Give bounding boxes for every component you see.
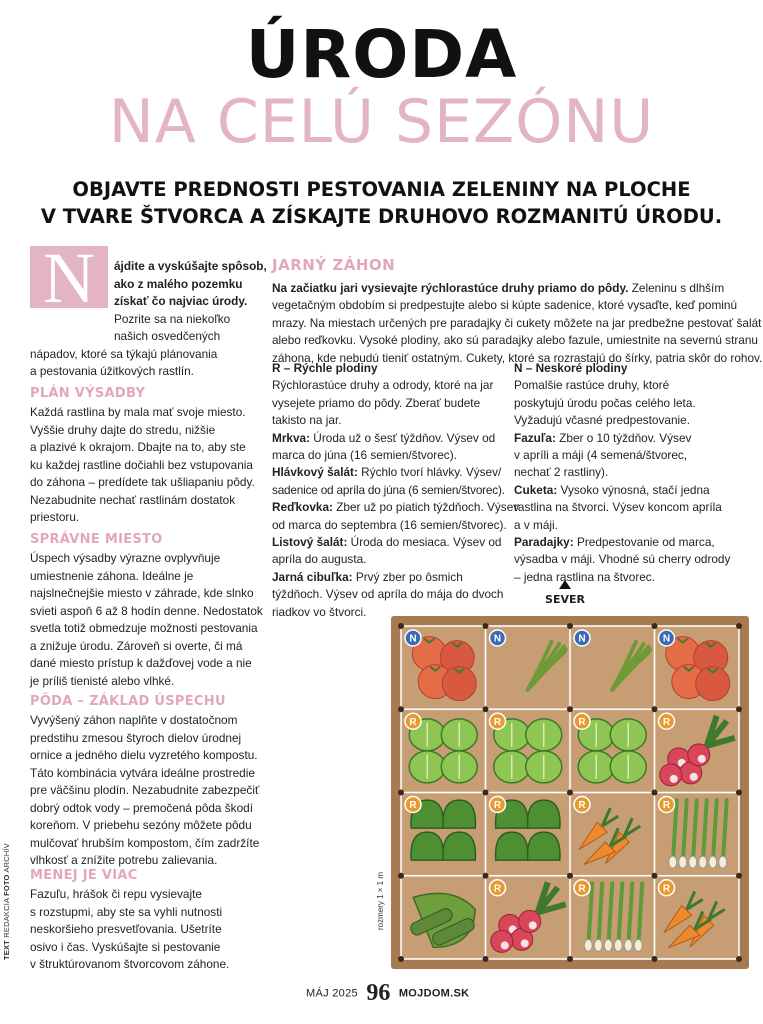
section-heading: SPRÁVNE MIESTO bbox=[30, 532, 163, 547]
garden-square bbox=[403, 795, 484, 874]
section-line: dané miesto prístup k dažďovej vode a nie bbox=[30, 656, 252, 670]
garden-square bbox=[488, 628, 569, 707]
grid-nail bbox=[736, 790, 742, 796]
jarny-heading: JARNÝ ZÁHON bbox=[272, 256, 396, 274]
garden-square bbox=[488, 711, 569, 790]
garden-square bbox=[572, 711, 653, 790]
badge-letter: R bbox=[662, 883, 671, 895]
section-line: priestoru. bbox=[30, 510, 80, 524]
badge-letter: R bbox=[409, 716, 417, 728]
site-name: MOJDOM.SK bbox=[398, 987, 470, 1000]
section-line: do záhona – predídete tak ušliapaniu pôdy. bbox=[30, 475, 255, 489]
garden-square bbox=[488, 795, 569, 874]
radish-tip-icon bbox=[670, 775, 678, 783]
grid-nail bbox=[567, 706, 573, 712]
onion-bulb-icon bbox=[604, 939, 612, 951]
article-title-line1: ÚRODA bbox=[245, 16, 518, 93]
section-line: pre väčšinu plodín. Nezabudnite zabezpečiť bbox=[30, 783, 260, 797]
grid-nail bbox=[736, 706, 742, 712]
grid-nail bbox=[483, 706, 489, 712]
grid-nail bbox=[483, 790, 489, 796]
grid-nail bbox=[736, 623, 742, 629]
leaf-lettuce-icon bbox=[443, 832, 475, 860]
section-line: a plazivé k okrajom. Dbajte na to, aby ste bbox=[30, 440, 246, 454]
section-line: Úspech výsadby výrazne ovplyvňuje bbox=[30, 551, 221, 565]
section-line: koreňom. V priebehu sezóny môžete pôdu bbox=[30, 818, 252, 832]
section-line: ku každej rastline dočiahli bez vstupovania bbox=[30, 457, 253, 472]
late-crops: N – Neskoré plodiny Pomalšie rastúce druhy, ktoré poskytujú úrodu počas celého leta. Vyžadujú včasné predpestovanie. Fazuľa: Zber o 10 týždňov. Výsev v apríli a máji (4 semená/štvorec, nechať 2 rastliny). Cuketa: Vysoko výnosná, stačí jedna rastlina na štvorci. Výsev koncom apríla a v máji. Paradajky: Predpestovanie od marca, výsadba v máji. Vhodné sú cherry odrody – jedna rastlina na štvorec. bbox=[514, 360, 744, 586]
grid-nail bbox=[483, 623, 489, 629]
section-line: mulčovať hrubším kompostom, čím zadržíte bbox=[30, 835, 260, 850]
section-line: umiestnenie záhona. Ideálne je bbox=[30, 568, 194, 583]
section-heading: PLÁN VÝSADBY bbox=[30, 386, 146, 401]
garden-bed-illustration bbox=[391, 616, 749, 969]
leaf-lettuce-icon bbox=[411, 832, 443, 860]
grid-nail bbox=[567, 956, 573, 962]
garden-square bbox=[657, 711, 738, 790]
leaf-lettuce-icon bbox=[528, 800, 560, 828]
intro-line: Pozrite sa na niekoľko bbox=[114, 311, 231, 326]
section-poda bbox=[30, 694, 259, 870]
badge-letter: N bbox=[578, 633, 586, 645]
section-line: je príliš tienisté alebo vlhké. bbox=[30, 673, 175, 688]
lead-line: V TVARE ŠTVORCA A ZÍSKAJTE DRUHOVO ROZMANITÚ ÚRODU. bbox=[40, 205, 723, 228]
onion-bulb-icon bbox=[669, 856, 677, 868]
badge-letter: R bbox=[662, 800, 671, 811]
intro-bold-line: získať čo najviac úrody. bbox=[114, 294, 248, 308]
onion-bulb-icon bbox=[634, 939, 642, 951]
right-column bbox=[272, 256, 763, 619]
grid-nail bbox=[567, 790, 573, 796]
section-line: Fazuľu, hrášok či repu vysievajte bbox=[30, 887, 202, 901]
onion-bulb-icon bbox=[584, 939, 592, 951]
section-line: najslnečnejšie miesto v záhrade, kde slnko bbox=[30, 586, 254, 600]
north-label: SEVER bbox=[545, 593, 585, 606]
photo-credit: TEXT REDAKCIA FOTO ARCHÍV bbox=[2, 842, 11, 960]
garden-square bbox=[657, 878, 738, 957]
grid-nail bbox=[567, 873, 573, 879]
north-arrow-icon bbox=[559, 580, 571, 589]
garden-square bbox=[403, 878, 484, 957]
radish-icon bbox=[688, 744, 710, 766]
radish-icon bbox=[491, 930, 513, 952]
badge-letter: R bbox=[493, 883, 502, 895]
intro-line: nápadov, ktoré sa týkajú plánovania bbox=[30, 346, 218, 361]
section-line: Nezabudnite nechať rastlinám dostatok bbox=[30, 492, 236, 507]
radish-tip-icon bbox=[698, 755, 706, 763]
quick-heading: R – Rýchle plodiny bbox=[272, 361, 378, 375]
section-miesto bbox=[30, 532, 263, 690]
jarny-paragraph: Na začiatku jari vysievajte rýchlorastúce druhy priamo do pôdy. Zeleninu s dlhším vegetačným obdobím si predpestujte alebo si kúpte sadenice, ktoré vysaďte, keď pominú mrazy. Na miestach určených pre paradajky či cukety môžete na jar predbežne pestovať šalát alebo reďkovku. Vysoké plodiny, ako sú paradajky alebo fazule, umiestnite na severnú stranu záhona, kde nebudú tieniť ostatným. Cukety, ktoré sa rozrastajú do šírky, patria skôr do rohov. bbox=[272, 281, 763, 365]
section-line: Vyvýšený záhon naplňte v dostatočnom bbox=[30, 713, 238, 727]
section-line: Táto kombinácia vytvára ideálne prostredie bbox=[30, 765, 255, 780]
grid-nail bbox=[483, 956, 489, 962]
onion-bulb-icon bbox=[709, 856, 717, 868]
grid-nail bbox=[483, 873, 489, 879]
grid-nail bbox=[736, 873, 742, 879]
badge-letter: R bbox=[578, 716, 586, 728]
section-line: Vyššie druhy dajte do stredu, nižšie bbox=[30, 422, 216, 437]
leaf-lettuce-icon bbox=[528, 832, 560, 860]
section-line: osivo i čas. Vyskúšajte si pestovanie bbox=[30, 939, 221, 954]
grid-nail bbox=[652, 790, 658, 796]
intro-paragraph bbox=[30, 258, 266, 381]
section-line: v štruktúrovanom štvorcovom záhone. bbox=[30, 957, 230, 971]
badge-letter: N bbox=[493, 633, 502, 645]
lead-line: OBJAVTE PREDNOSTI PESTOVANIA ZELENINY NA PLOCHE bbox=[72, 178, 691, 201]
onion-bulb-icon bbox=[699, 856, 707, 868]
section-plan bbox=[30, 386, 255, 527]
onion-bulb-icon bbox=[719, 856, 727, 868]
intro-line: našich osvedčených bbox=[114, 329, 221, 343]
radish-tip-icon bbox=[501, 941, 509, 949]
grid-nail bbox=[652, 873, 658, 879]
section-line: svetla totiž obmedzuje možnosti pestovania bbox=[30, 621, 258, 635]
section-line: predstihu zmesou štyroch dielov úrodnej bbox=[30, 730, 242, 745]
article-lead bbox=[20, 176, 743, 230]
grid-nail bbox=[652, 706, 658, 712]
grid-nail bbox=[398, 873, 404, 879]
issue-date: MÁJ 2025 bbox=[306, 987, 358, 1000]
section-menej bbox=[30, 868, 229, 974]
section-line: s rozstupmi, aby ste sa vyhli nutnosti bbox=[30, 904, 223, 919]
section-line: a znižuje úrodu. Zároveň si overte, či má bbox=[30, 638, 243, 653]
badge-letter: R bbox=[578, 800, 586, 811]
grid-nail bbox=[652, 623, 658, 629]
garden-square bbox=[403, 628, 484, 707]
grid-nail bbox=[652, 956, 658, 962]
badge-letter: R bbox=[578, 883, 586, 895]
grid-nail bbox=[398, 706, 404, 712]
section-line: neskoršieho presvetľovania. Ušetríte bbox=[30, 922, 222, 936]
quick-crops: R – Rýchle plodiny Rýchlorastúce druhy a odrody, ktoré na jar vysejete priamo do pôdy. Zberať budete takisto na jar. Mrkva: Úroda už o šesť týždňov. Výsev od marca do júna (16 semien/štvorec). Hlávkový šalát: Rýchlo tvorí hlávky. Výsev/ sadenice od apríla do júna (6 semien/štvorec). Reďkovka: Zber už po piatich týždňoch. Výsev od marca do septembra (16 semien/štvorec). Listový šalát: Úroda do mesiaca. Výsev od apríla do augusta. Jarná cibuľka: Prvý zber po ôsmich týždňoch. Výsev od apríla do mája do dvoch riadkov vo štvorci. bbox=[272, 361, 520, 619]
garden-square bbox=[657, 628, 738, 707]
garden-square bbox=[657, 795, 738, 874]
grid-nail bbox=[567, 623, 573, 629]
intro-line: a pestovania úžitkových rastlín. bbox=[30, 364, 194, 378]
radish-tip-icon bbox=[690, 773, 698, 781]
grid-nail bbox=[398, 956, 404, 962]
grid-nail bbox=[736, 956, 742, 962]
radish-icon bbox=[660, 764, 682, 786]
leaf-lettuce-icon bbox=[443, 800, 475, 828]
badge-letter: R bbox=[493, 716, 502, 728]
onion-bulb-icon bbox=[679, 856, 687, 868]
section-line: ornice a jedného dielu vyzretého kompostu. bbox=[30, 748, 258, 762]
garden-square bbox=[572, 795, 653, 874]
onion-bulb-icon bbox=[624, 939, 632, 951]
grid-nail bbox=[398, 623, 404, 629]
badge-letter: R bbox=[409, 800, 417, 811]
article-title-line2: NA CELÚ SEZÓNU bbox=[108, 87, 655, 157]
section-line: Každá rastlina by mala mať svoje miesto. bbox=[30, 405, 246, 419]
dropcap: N bbox=[30, 246, 108, 308]
size-label: rozmery 1 × 1 m bbox=[376, 871, 385, 930]
section-line: svieti aspoň 6 až 8 hodín denne. Nedostatok bbox=[30, 603, 263, 618]
garden-square bbox=[403, 711, 484, 790]
late-heading: N – Neskoré plodiny bbox=[514, 361, 628, 375]
section-line: vlhkosť a znížite potrebu zalievania. bbox=[30, 853, 218, 867]
badge-letter: R bbox=[493, 800, 502, 811]
page-footer bbox=[306, 980, 470, 1006]
onion-bulb-icon bbox=[594, 939, 602, 951]
section-line: dobrý odtok vody – premočená pôda škodí bbox=[30, 800, 253, 815]
grid-nail bbox=[398, 790, 404, 796]
garden-square bbox=[572, 628, 653, 707]
section-heading: MENEJ JE VIAC bbox=[30, 868, 138, 883]
garden-square bbox=[488, 878, 569, 957]
badge-letter: R bbox=[662, 716, 671, 728]
badge-letter: N bbox=[409, 633, 417, 645]
intro-bold-line: ako z malého pozemku bbox=[114, 276, 243, 291]
garden-square bbox=[572, 878, 653, 957]
badge-letter: N bbox=[662, 633, 671, 645]
radish-tip-icon bbox=[529, 921, 537, 929]
leaf-lettuce-icon bbox=[496, 832, 528, 860]
onion-bulb-icon bbox=[689, 856, 697, 868]
radish-icon bbox=[519, 910, 541, 932]
page-number: 96 bbox=[366, 980, 391, 1006]
section-heading: PÔDA – ZÁKLAD ÚSPECHU bbox=[30, 694, 226, 709]
onion-bulb-icon bbox=[614, 939, 622, 951]
radish-tip-icon bbox=[521, 939, 529, 947]
north-indicator bbox=[545, 580, 585, 606]
intro-bold-line: ájdite a vyskúšajte spôsob, bbox=[114, 259, 267, 273]
